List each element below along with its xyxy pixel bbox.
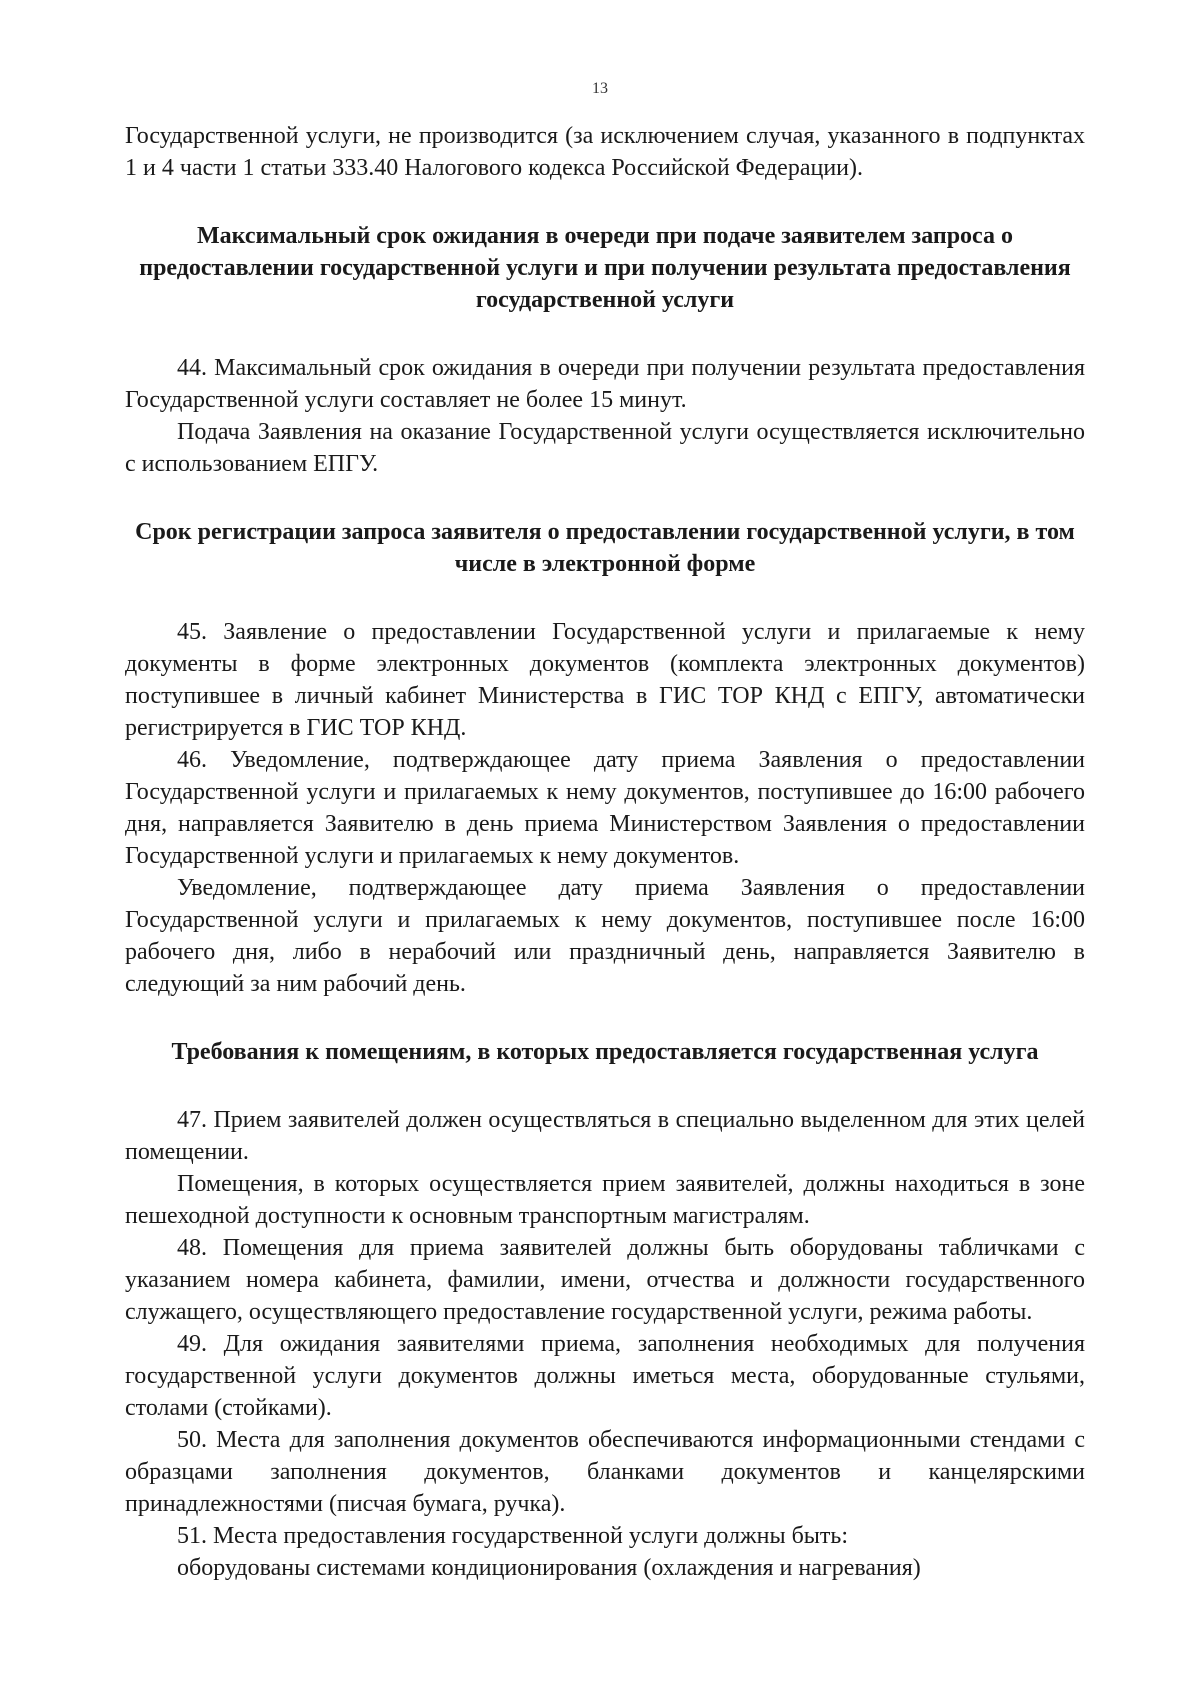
paragraph-44-submission: Подача Заявления на оказание Государственной услуги осуществляется исключительно с использованием ЕПГУ. <box>125 419 1085 477</box>
section-heading-queue-time: Максимальный срок ожидания в очереди при подаче заявителем запроса о предоставлении государственной услуги и при получении результата предоставления государственной услуги <box>139 223 1071 313</box>
section-heading-registration-time: Срок регистрации запроса заявителя о предоставлении государственной услуги, в том числе в электронной форме <box>135 519 1075 577</box>
paragraph-46-after-hours: Уведомление, подтверждающее дату приема Заявления о предоставлении Государственной услуги и прилагаемых к нему документов, поступившее после 16:00 рабочего дня, либо в нерабочий или праздничный день, направляется Заявителю в следующий за ним рабочий день. <box>125 875 1085 997</box>
paragraph-48: 48. Помещения для приема заявителей должны быть оборудованы табличками с указанием номера кабинета, фамилии, имени, отчества и должности государственного служащего, осуществляющего предоставление государственной услуги, режима работы. <box>125 1235 1085 1325</box>
paragraph-continuation: Государственной услуги, не производится (за исключением случая, указанного в подпунктах 1 и 4 части 1 статьи 333.40 Налогового кодекса Российской Федерации). <box>125 123 1085 181</box>
paragraph-46: 46. Уведомление, подтверждающее дату приема Заявления о предоставлении Государственной услуги и прилагаемых к нему документов, поступившее до 16:00 рабочего дня, направляется Заявителю в день приема Министерством Заявления о предоставлении Государственной услуги и прилагаемых к нему документов. <box>125 747 1085 869</box>
page-number: 13 <box>592 80 608 97</box>
paragraph-51-item: оборудованы системами кондиционирования (охлаждения и нагревания) <box>177 1555 921 1581</box>
paragraph-44: 44. Максимальный срок ожидания в очереди при получении результата предоставления Государственной услуги составляет не более 15 минут. <box>125 355 1085 413</box>
paragraph-51: 51. Места предоставления государственной услуги должны быть: <box>177 1523 849 1549</box>
paragraph-47-location: Помещения, в которых осуществляется прием заявителей, должны находиться в зоне пешеходной доступности к основным транспортным магистралям. <box>125 1171 1085 1229</box>
section-heading-premises-requirements: Требования к помещениям, в которых предоставляется государственная услуга <box>171 1039 1039 1065</box>
paragraph-45: 45. Заявление о предоставлении Государственной услуги и прилагаемые к нему документы в форме электронных документов (комплекта электронных документов) поступившее в личный кабинет Министерства в ГИС ТОР КНД с ЕПГУ, автоматически регистрируется в ГИС ТОР КНД. <box>125 619 1085 741</box>
paragraph-47: 47. Прием заявителей должен осуществляться в специально выделенном для этих целей помещении. <box>125 1107 1085 1165</box>
document-body <box>125 120 1085 1584</box>
paragraph-50: 50. Места для заполнения документов обеспечиваются информационными стендами с образцами заполнения документов, бланками документов и канцелярскими принадлежностями (писчая бумага, ручка). <box>125 1427 1085 1517</box>
paragraph-49: 49. Для ожидания заявителями приема, заполнения необходимых для получения государственной услуги документов должны иметься места, оборудованные стульями, столами (стойками). <box>125 1331 1085 1421</box>
